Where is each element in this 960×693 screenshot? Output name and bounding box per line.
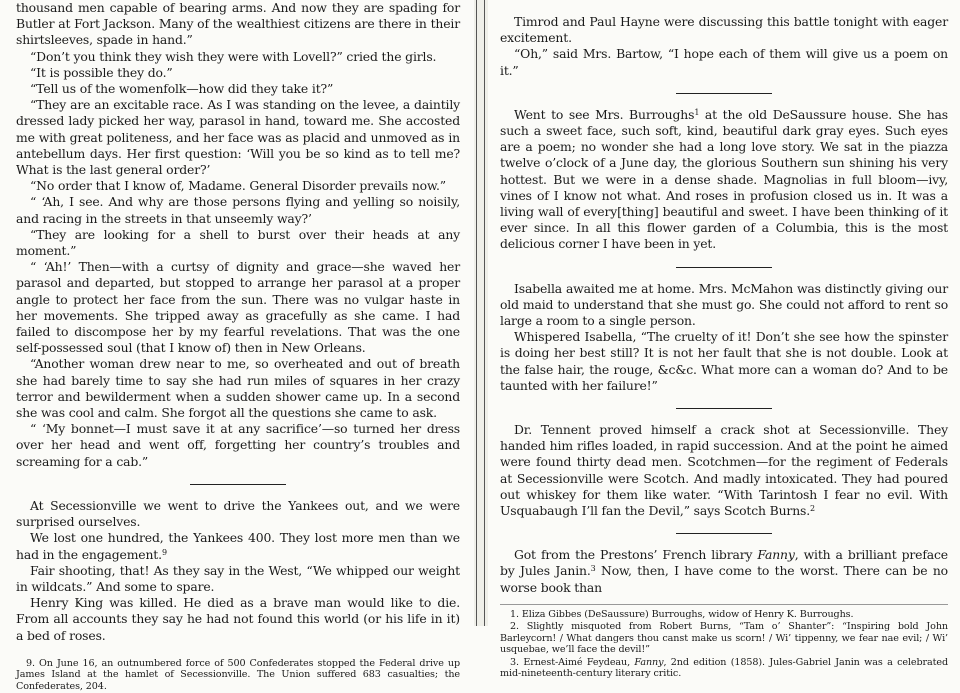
footnote-marker[interactable]: 1 [694, 107, 700, 117]
paragraph: Henry King was killed. He died as a brave man would like to die. From all accounts they say he had not found this world (or his life in it) a bed of roses. [16, 595, 460, 643]
footnote-9: 9. On June 16, an outnumbered force of 500 Confederates stopped the Federal drive up James Island at the hamlet of Secessionville. The Union suffered 683 casualties; the Confederates, 204. [16, 657, 460, 692]
paragraph: “ ‘My bonnet—I must save it at any sacrifice’—so turned her dress over her head and went off, forgetting her country’s troubles and screaming for a cab.” [16, 421, 460, 469]
paragraph: Went to see Mrs. Burroughs$^1$ at the old DeSaussure house. She has such a sweet face, such soft, kind, beautiful dark gray eyes. Such eyes are a poem; no wonder she had a long love story. We sat in the piazza twelve o’clock of a June day, the glorious Southern sun shining his very hottest. But we were in a dense shade. Magnolias in full bloom—ivy, vines of I know not what. And roses in profusion closed us in. It was a living wall of every[thing] beautiful and sweet. I have been thinking of it ever since. In all this flower garden of a Columbia, this is the most delicious corner I have been in yet. [500, 106, 948, 252]
paragraph: “Oh,” said Mrs. Bartow, “I hope each of them will give us a poem on it.” [500, 46, 948, 78]
book-title: Fanny [634, 656, 664, 668]
footnote-1: 1. Eliza Gibbes (DeSaussure) Burroughs, widow of Henry K. Burroughs. [510, 608, 854, 620]
paragraph: Fair shooting, that! As they say in the West, “We whipped our weight in wildcats.” And some to spare. [16, 562, 460, 594]
section-divider [676, 93, 772, 94]
left-page [0, 0, 474, 692]
paragraph: thousand men capable of bearing arms. And now they are spading for Butler at Fort Jackson. Many of the wealthiest citizens are there in their shirtsleeves, spade in hand.” [16, 0, 460, 48]
right-page [488, 0, 960, 679]
paragraph: “ ‘Ah!’ Then—with a curtsy of dignity and grace—she waved her parasol and departed, but stopped to arrange her parasol at a proper angle to protect her face from the sun. There was no vulgar haste in her movements. She tripped away as gracefully as she came. I had failed to discompose her by my fearful revelations. That was the one self-possessed soul (that I know of) then in New Orleans. [16, 259, 460, 356]
paragraph: Timrod and Paul Hayne were discussing this battle tonight with eager excitement. [500, 14, 948, 46]
footnote-divider [500, 604, 948, 605]
paragraph: At Secessionville we went to drive the Yankees out, and we were surprised ourselves. [16, 497, 460, 530]
paragraph: “They are an excitable race. As I was standing on the levee, a daintily dressed lady picked her way, parasol in hand, toward me. She accosted me with great politeness, and her face was as placid and unmoved as in antebellum days. Her first question: ‘Will you be so kind as to tell me? What is the last general order?’ [16, 97, 460, 178]
paragraph: Isabella awaited me at home. Mrs. McMahon was distinctly giving our old maid to understand that she must go. She could not afford to rent so large a room to a single person. [500, 280, 948, 329]
footnote-3: 3. Ernest-Aimé Feydeau, Fanny, 2nd edition (1858). Jules-Gabriel Janin was a celebrated mid-nineteenth-century literary critic. [500, 656, 948, 679]
paragraph: “Tell us of the womenfolk—how did they take it?” [30, 81, 334, 97]
paragraph: “They are looking for a shell to burst over their heads at any moment.” [16, 226, 460, 259]
book-title: Fanny [757, 547, 795, 563]
section-divider [190, 484, 286, 485]
left-body-text [16, 0, 460, 693]
paragraph: Got from the Prestons’ French library Fanny, with a brilliant preface by Jules Janin.$^3$ Now, then, I have come to the worst. There can be no worse book than [500, 547, 948, 595]
paragraph: “No order that I know of, Madame. General Disorder prevails now.” [30, 178, 446, 194]
page-gutter [474, 0, 488, 626]
paragraph: “Another woman drew near to me, so overheated and out of breath she had barely time to say she had run miles of squares in her crazy terror and bewilderment when a sudden shower came up. In a second she was cool and calm. She forgot all the questions she came to ask. [16, 356, 460, 421]
paragraph: Dr. Tennent proved himself a crack shot at Secessionville. They handed him rifles loaded, in rapid succession. And at the point he aimed were found thirty dead men. Scotchmen—for the regiment of Federals at Secessionville were Scotch. And madly intoxicated. They had poured out whiskey for them like water. “With Tarintosh I fear no evil. With Usquabaugh I’ll fan the Devil,” says Scotch Burns.$^2$ [500, 422, 948, 519]
paragraph: We lost one hundred, the Yankees 400. They lost more men than we had in the engagement.$^9$ [16, 530, 460, 562]
section-divider [676, 533, 772, 534]
right-body-text [500, 14, 948, 680]
paragraph: “It is possible they do.” [30, 64, 173, 80]
footnotes [500, 609, 948, 679]
footnote-marker[interactable]: 3 [590, 564, 596, 574]
footnote-marker[interactable]: 2 [810, 504, 815, 514]
paragraph: Whispered Isabella, “The cruelty of it! Don’t she see how the spinster is doing her best still? It is not her fault that she is not double. Look at the false hair, the rouge, &c&c. What more can a woman do? And to be taunted with her failure!” [500, 329, 948, 393]
paragraph: “Don’t you think they wish they were with Lovell?” cried the girls. [30, 48, 437, 64]
section-divider [676, 408, 772, 409]
footnote-2: 2. Slightly misquoted from Robert Burns, “Tam o’ Shanter”: “Inspiring bold John Barleycorn! / What dangers thou canst make us scorn! / Wi’ tippenny, we fear nae evil; / Wi’ usquebae, we’ll face the devil!” [500, 621, 948, 656]
footnote-marker[interactable]: 9 [161, 547, 167, 557]
section-divider [676, 267, 772, 268]
footnotes [16, 658, 460, 692]
paragraph: “ ‘Ah, I see. And why are those persons flying and yelling so noisily, and racing in the streets in that unseemly way?’ [16, 194, 460, 226]
